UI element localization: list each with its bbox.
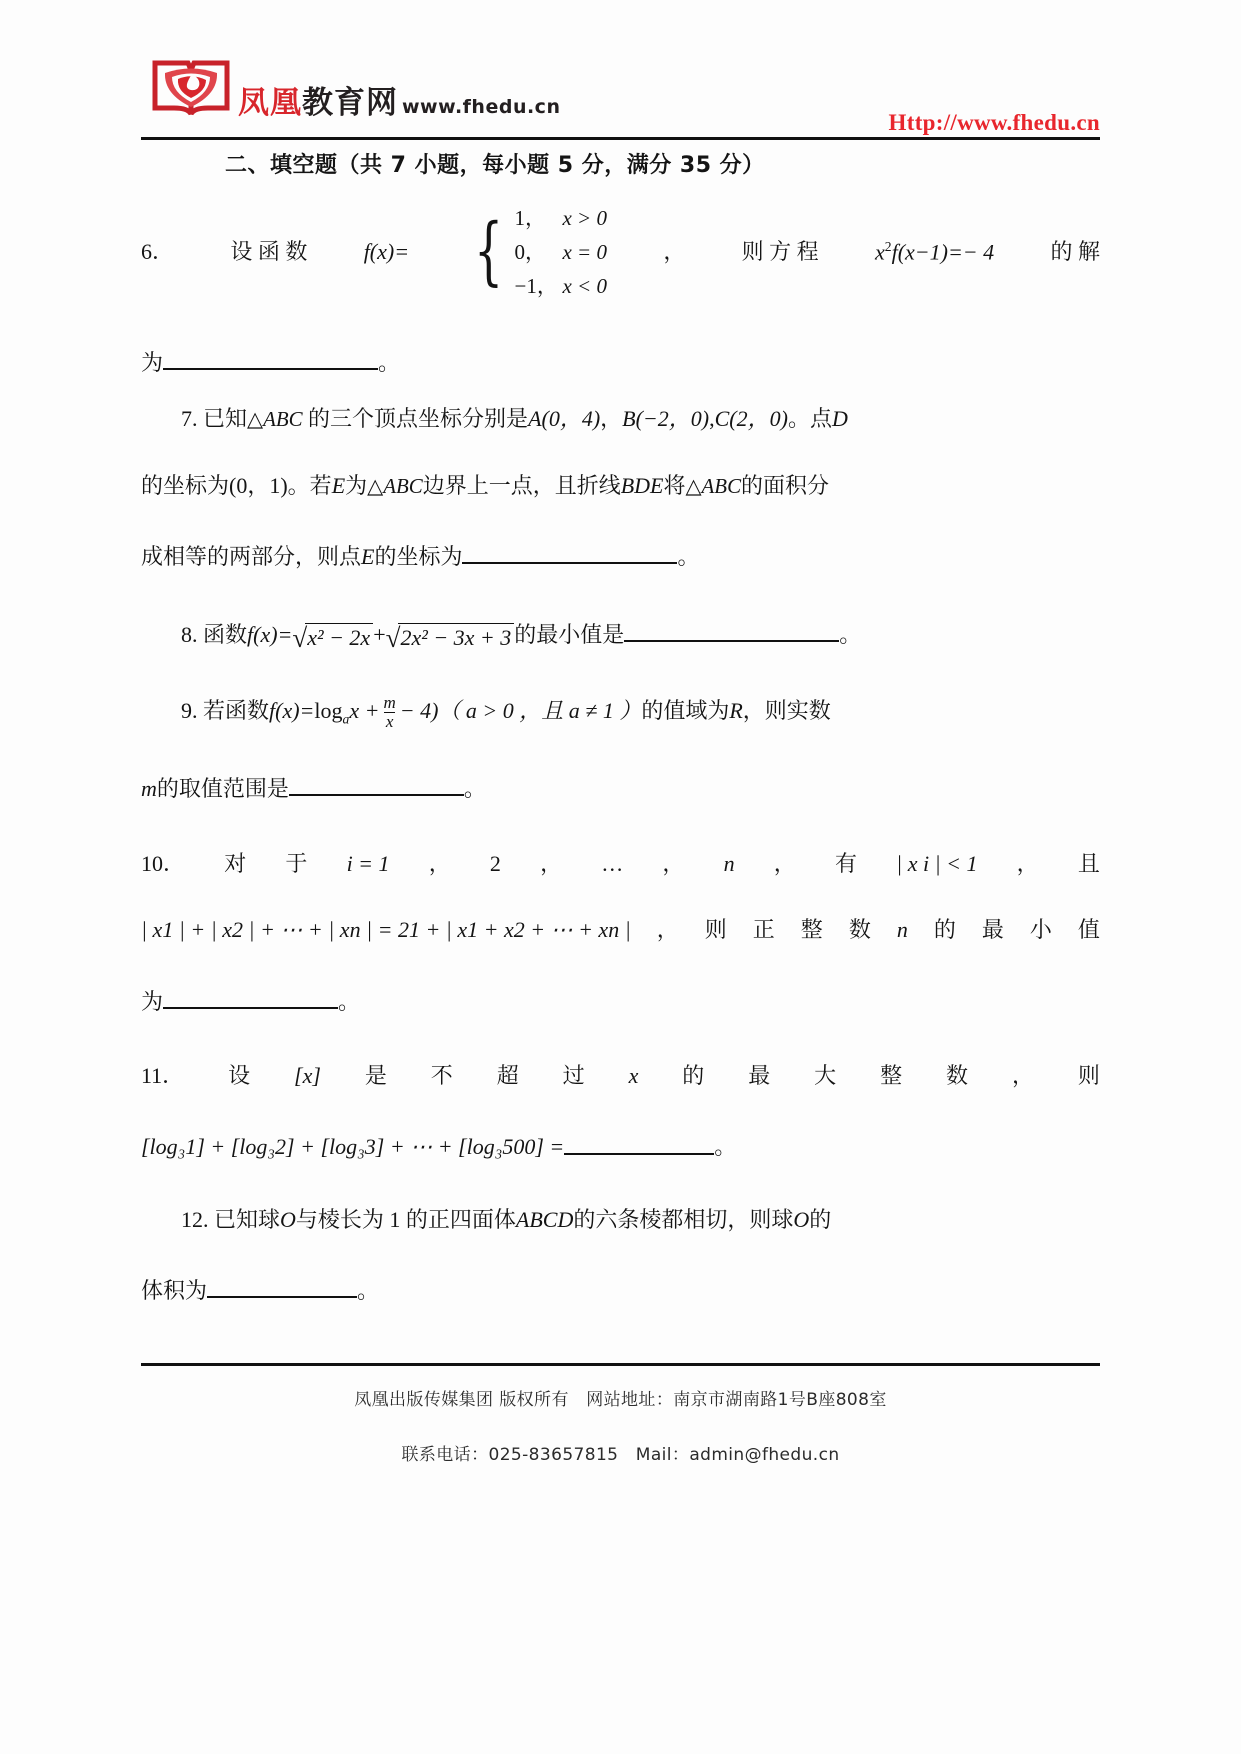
q10-var-n: n (723, 850, 735, 876)
q6-case2-value: 0， (514, 239, 546, 264)
q10-t5: 的 (933, 917, 956, 943)
q6-case3-cond: x < 0 (562, 273, 607, 298)
q12-sphere-o-2: O (793, 1206, 810, 1232)
q8-radical-2 (386, 623, 515, 651)
q10-t7: 小 (1029, 917, 1052, 943)
q6-case1-cond: x > 0 (562, 205, 607, 230)
question-6 (141, 201, 1100, 376)
footer-copyright: 凤凰出版传媒集团 版权所有 网站地址：南京市湖南路1号B座808室 (354, 1390, 887, 1410)
q11-w1: 设 (228, 1063, 251, 1089)
q10-w14: 且 (1077, 850, 1100, 876)
footer-divider (141, 1363, 1100, 1366)
q10-ellipsis: … (601, 850, 624, 876)
q11-log-sum: [log₃1] + [log₃2] + [log₃3] + ⋯ + [log₃500] = (141, 1134, 565, 1160)
q7-line2-d: 边界上一点，且折线 (422, 472, 621, 498)
q7-point-c: C(2，0) (714, 406, 788, 432)
q7-line3-a: 成相等的两部分，则点 (141, 544, 362, 570)
q7-polyline-bde: BDE (620, 472, 664, 498)
q9-var-m: m (141, 776, 157, 802)
q11-w13: ， (1011, 1063, 1034, 1089)
q8-lead: 函数 (203, 621, 248, 647)
q10-w4: ， (428, 850, 451, 876)
q10-w6: ， (540, 850, 563, 876)
q9-log-expression: $\log_ax$ + $\frac{m}{x}$ − 4) (314, 692, 439, 731)
q7-answer-suffix: 。 (677, 544, 700, 570)
q11-w11: 整 (880, 1063, 903, 1089)
q7-point-b: B(−2，0) (622, 406, 710, 432)
q9-answer-suffix: 。 (463, 776, 486, 802)
question-7 (141, 406, 1100, 570)
q8-plus: + (373, 621, 386, 647)
q10-w1: 对 (224, 850, 247, 876)
q6-piecewise (465, 201, 607, 303)
q11-w9: 最 (748, 1063, 771, 1089)
q11-var-x: x (628, 1063, 639, 1089)
q10-t1: 则 (704, 917, 727, 943)
q9-condition: （ a > 0 ，且 a ≠ 1 ） (438, 698, 642, 724)
q6-fx: f(x)= (363, 238, 410, 264)
q10-w5: 2 (489, 850, 501, 876)
q11-w12: 数 (946, 1063, 969, 1089)
q11-number: 11． (141, 1063, 185, 1089)
q7-line3-b: 的坐标为 (374, 544, 463, 570)
q10-var-n-2: n (896, 917, 908, 943)
q11-answer-blank[interactable] (564, 1129, 714, 1154)
q11-w10: 大 (814, 1063, 837, 1089)
q7-sep3: 。点 (787, 406, 832, 432)
logo-title: 凤凰教育网 (238, 85, 398, 122)
q7-point-e-2: E (361, 544, 375, 570)
q7-point-d: D (831, 406, 848, 432)
q10-t2: 正 (752, 917, 775, 943)
q11-w5: 超 (496, 1063, 519, 1089)
q8-tail: 的最小值是 (514, 621, 625, 647)
question-8 (141, 617, 1100, 651)
q10-w11: 有 (834, 850, 857, 876)
q7-triangle-abc-2: △ABC (367, 473, 423, 498)
q10-equation: | x1 | + | x2 | + ⋯ + | xn | = 21 + | x1 + x2 + ⋯ + xn | (141, 917, 631, 943)
q10-line2-comma: ， (656, 917, 679, 943)
q10-w8: ， (662, 850, 685, 876)
q7-point-e: E (331, 472, 346, 498)
q8-number: 8. (181, 621, 198, 647)
q12-line1-b: 与棱长为 1 的正四面体 (295, 1206, 516, 1232)
q8-answer-blank[interactable] (624, 617, 839, 642)
q9-answer-blank[interactable] (289, 771, 464, 796)
q7-point-a: A(0，4) (528, 406, 601, 432)
q10-t4: 数 (848, 917, 871, 943)
q9-log-arg-head: x + (349, 698, 380, 724)
q8-radicand-2: 2x² − 3x + 3 (398, 623, 514, 651)
q6-case2-cond: x = 0 (562, 239, 607, 264)
q9-fraction-m-over-x (381, 694, 397, 730)
q10-t8: 值 (1077, 917, 1100, 943)
q6-lead: 设 函 数 (230, 238, 308, 264)
site-logo (152, 60, 560, 122)
page-header (0, 0, 1241, 140)
q9-frac-den: x (385, 711, 394, 731)
q12-line1-d: 的 (809, 1206, 832, 1232)
q9-line2-a: 的取值范围是 (156, 776, 289, 802)
q12-tetrahedron-abcd: ABCD (515, 1206, 574, 1232)
q7-line1-b: 的三个顶点坐标分别是 (308, 406, 529, 432)
section-title: 二、填空题（共 7 小题，每小题 5 分，满分 35 分） (225, 153, 765, 178)
q9-tail: 的值域为 (641, 698, 730, 724)
q6-answer-blank[interactable] (163, 345, 378, 370)
question-10 (141, 851, 1100, 1015)
q8-fx: f(x)= (247, 621, 293, 647)
q12-number: 12. (181, 1206, 209, 1232)
radical-sign-icon: √ (292, 622, 308, 653)
q9-frac-num: m (383, 692, 396, 712)
q6-case3-value: −1， (514, 273, 558, 298)
q11-w3: 是 (364, 1063, 387, 1089)
q9-log-base: a (342, 711, 350, 727)
q6-case1-value: 1， (514, 205, 546, 230)
q7-answer-blank[interactable] (462, 539, 677, 564)
q10-number: 10． (141, 850, 186, 876)
footer-contact: 联系电话：025-83657815 Mail：admin@fhedu.cn (401, 1445, 840, 1465)
q7-sep2: , (709, 406, 715, 432)
q12-answer-suffix: 。 (357, 1278, 380, 1304)
q9-tail2: ，则实数 (742, 698, 831, 724)
q10-w10: ， (773, 850, 796, 876)
q6-answer-suffix: 。 (378, 350, 401, 376)
q9-number: 9. (181, 698, 198, 724)
logo-text (238, 85, 561, 122)
q7-triangle-abc: △ABC (247, 407, 303, 432)
q10-w2: 于 (285, 850, 308, 876)
question-11 (141, 1063, 1100, 1161)
q12-sphere-o: O (280, 1206, 296, 1232)
q6-answer-prefix: 为 (141, 350, 164, 376)
q7-line2-g: 的面积分 (741, 472, 830, 498)
q12-line2-a: 体积为 (141, 1278, 208, 1304)
q6-tail: 则 方 程 (741, 238, 819, 264)
question-9 (141, 692, 1100, 803)
q7-triangle-abc-3: △ABC (685, 473, 742, 498)
q8-radicand-1: x² − 2x (305, 623, 373, 651)
q10-index-i: i = 1 (346, 850, 390, 876)
question-12 (141, 1207, 1100, 1305)
q7-coord-d: (0，1) (229, 472, 288, 498)
q7-line2-c: 为 (345, 472, 368, 498)
q7-line2-a: 的坐标为 (141, 472, 230, 498)
q11-w4: 不 (430, 1063, 453, 1089)
header-site-url[interactable]: Http://www.fhedu.cn (888, 110, 1100, 135)
q11-w14: 则 (1077, 1063, 1100, 1089)
q7-sep1: ， (600, 406, 623, 432)
q12-line1-c: 的六条棱都相切，则球 (573, 1206, 794, 1232)
q7-line2-b: 。若 (287, 472, 332, 498)
q7-line2-f: 将 (663, 472, 686, 498)
logo-url: www.fhedu.cn (402, 96, 561, 119)
q6-comma: ， (663, 238, 686, 264)
q7-number: 7. (181, 406, 198, 432)
page-footer (0, 1385, 1241, 1465)
q11-floor-x: [x] (294, 1063, 321, 1089)
header-divider (141, 137, 1100, 140)
q9-range-r: R (729, 698, 743, 724)
q10-t6: 最 (981, 917, 1004, 943)
q10-answer-suffix: 。 (338, 988, 361, 1014)
q10-w13: ， (1016, 850, 1039, 876)
open-book-flame-logo-icon (152, 60, 230, 122)
q12-line1-a: 已知球 (214, 1206, 281, 1232)
radical-sign-icon: √ (385, 622, 401, 653)
q8-answer-suffix: 。 (839, 621, 862, 647)
q6-number: 6． (141, 238, 175, 264)
left-brace-icon: { (474, 208, 504, 295)
q10-t3: 整 (800, 917, 823, 943)
q9-lead: 若函数 (203, 698, 270, 724)
q12-answer-blank[interactable] (207, 1273, 357, 1298)
q11-w8: 的 (682, 1063, 705, 1089)
q10-abs-xi: | x i | < 1 (896, 850, 978, 876)
q10-answer-blank[interactable] (163, 984, 338, 1009)
q7-line1-a: 已知 (203, 406, 248, 432)
q11-answer-suffix: 。 (714, 1134, 737, 1160)
q6-tail2: 的 解 (1050, 238, 1100, 264)
q11-w6: 过 (562, 1063, 585, 1089)
q9-log-arg-tail: − 4) (399, 698, 439, 724)
exam-content (141, 148, 1100, 1311)
q6-equation: $x^2f(x-1)=- 4$ (875, 238, 995, 264)
q9-fx: f(x)= (269, 698, 315, 724)
q10-answer-prefix: 为 (141, 988, 164, 1014)
q8-radical-1 (292, 623, 373, 651)
